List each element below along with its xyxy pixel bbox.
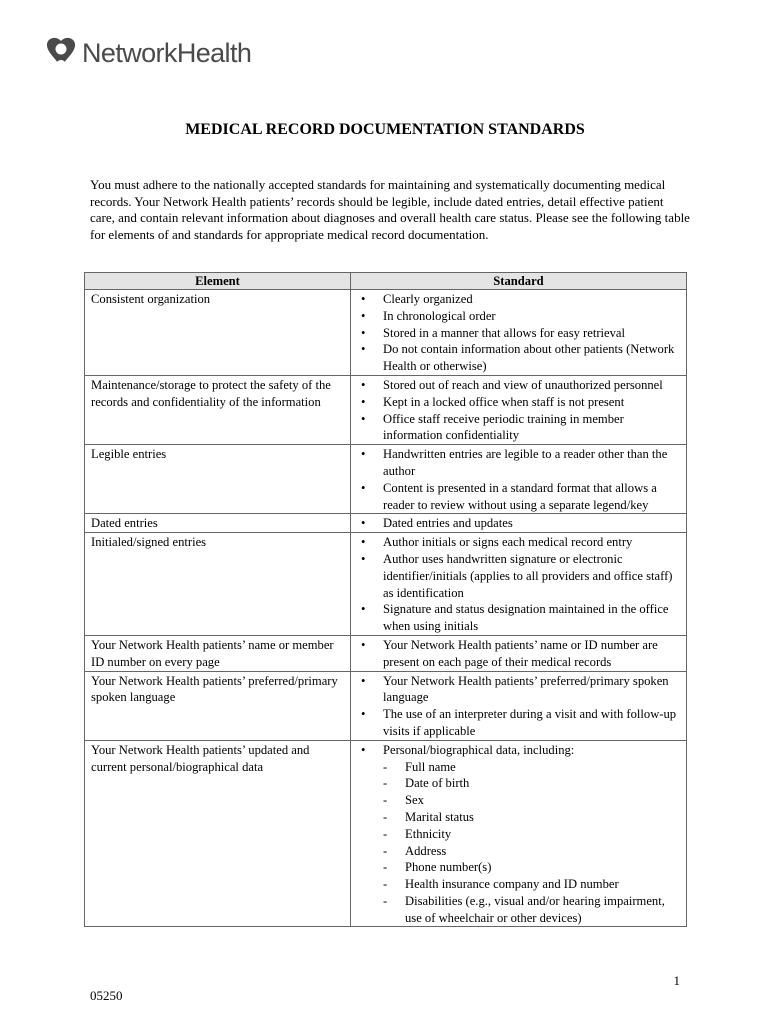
- standard-item: • Your Network Health patients’ preferred/primary spoken language: [355, 673, 682, 707]
- standard-item: • Office staff receive periodic training in member information confidentiality: [355, 411, 682, 445]
- standards-table: [84, 272, 687, 927]
- standard-cell: [351, 533, 687, 636]
- standard-cell: [351, 740, 687, 927]
- element-cell: Your Network Health patients’ updated and current personal/biographical data: [85, 740, 351, 927]
- brand-name: NetworkHealth: [82, 37, 252, 68]
- standard-item: • Kept in a locked office when staff is not present: [355, 394, 682, 411]
- standard-item: • The use of an interpreter during a visit and with follow-up visits if applicable: [355, 706, 682, 740]
- form-code: 05250: [90, 988, 123, 1003]
- standard-item: • Stored out of reach and view of unauthorized personnel: [355, 377, 682, 394]
- network-health-logo: [44, 35, 251, 71]
- standard-list: [355, 515, 682, 532]
- standard-item: • Your Network Health patients’ name or ID number are present on each page of their medical records: [355, 637, 682, 671]
- standard-list: [355, 534, 682, 635]
- sub-item: - Marital status: [383, 809, 682, 826]
- standard-item: • Do not contain information about other patients (Network Health or otherwise): [355, 341, 682, 375]
- standard-cell: [351, 671, 687, 740]
- standard-cell: [351, 445, 687, 514]
- element-cell: Maintenance/storage to protect the safety of the records and confidentiality of the information: [85, 375, 351, 444]
- standard-item: • Content is presented in a standard format that allows a reader to review without using a separate legend/key: [355, 480, 682, 514]
- standard-item: • Handwritten entries are legible to a reader other than the author: [355, 446, 682, 480]
- standard-cell: [351, 290, 687, 376]
- sub-item: - Address: [383, 843, 682, 860]
- standard-item: [355, 742, 682, 927]
- table-row: [85, 635, 687, 671]
- element-cell: Your Network Health patients’ preferred/primary spoken language: [85, 671, 351, 740]
- standard-cell: [351, 514, 687, 533]
- sub-item: - Ethnicity: [383, 826, 682, 843]
- standard-item-text: Personal/biographical data, including:: [383, 742, 575, 757]
- intro-paragraph: You must adhere to the nationally accepted standards for maintaining and systematically documenting medical records. Your Network Health patients’ records should be legible, include dated entries, detail effective patient care, and contain relevant information about diagnoses and overall health care status. Please see the following table for elements of and standards for appropriate medical record documentation.: [90, 177, 690, 242]
- sub-item: - Health insurance company and ID number: [383, 876, 682, 893]
- page-title: MEDICAL RECORD DOCUMENTATION STANDARDS: [185, 121, 585, 138]
- sub-item: - Phone number(s): [383, 859, 682, 876]
- standard-cell: [351, 375, 687, 444]
- standard-item: • Signature and status designation maintained in the office when using initials: [355, 601, 682, 635]
- table-header-row: [85, 273, 687, 290]
- element-cell: Consistent organization: [85, 290, 351, 376]
- table-row: [85, 740, 687, 927]
- table-row: [85, 445, 687, 514]
- table-row: [85, 290, 687, 376]
- standard-list: [355, 673, 682, 740]
- standard-list: [355, 742, 682, 927]
- page-number: 1: [673, 973, 680, 988]
- standard-list: [355, 446, 682, 513]
- standard-list: [355, 291, 682, 375]
- standard-list: [355, 377, 682, 444]
- table-row: [85, 514, 687, 533]
- standard-cell: [351, 635, 687, 671]
- standard-column-header: Standard: [351, 273, 687, 290]
- sub-item: - Full name: [383, 759, 682, 776]
- element-cell: Initialed/signed entries: [85, 533, 351, 636]
- element-cell: Your Network Health patients’ name or member ID number on every page: [85, 635, 351, 671]
- table-row: [85, 671, 687, 740]
- sub-item: - Date of birth: [383, 775, 682, 792]
- table-row: [85, 375, 687, 444]
- network-health-logo-icon: [44, 36, 78, 70]
- sub-item: - Sex: [383, 792, 682, 809]
- sub-item: - Disabilities (e.g., visual and/or hearing impairment, use of wheelchair or other devices): [383, 893, 682, 927]
- table-row: [85, 533, 687, 636]
- standard-item: • Stored in a manner that allows for easy retrieval: [355, 325, 682, 342]
- standard-item: • Author initials or signs each medical record entry: [355, 534, 682, 551]
- standard-item: • Dated entries and updates: [355, 515, 682, 532]
- element-column-header: Element: [85, 273, 351, 290]
- element-cell: Dated entries: [85, 514, 351, 533]
- standard-list: [355, 637, 682, 671]
- biographical-data-list: [383, 759, 682, 927]
- standard-item: • In chronological order: [355, 308, 682, 325]
- standard-item: • Author uses handwritten signature or electronic identifier/initials (applies to all providers and office staff) as identification: [355, 551, 682, 601]
- standard-item: • Clearly organized: [355, 291, 682, 308]
- element-cell: Legible entries: [85, 445, 351, 514]
